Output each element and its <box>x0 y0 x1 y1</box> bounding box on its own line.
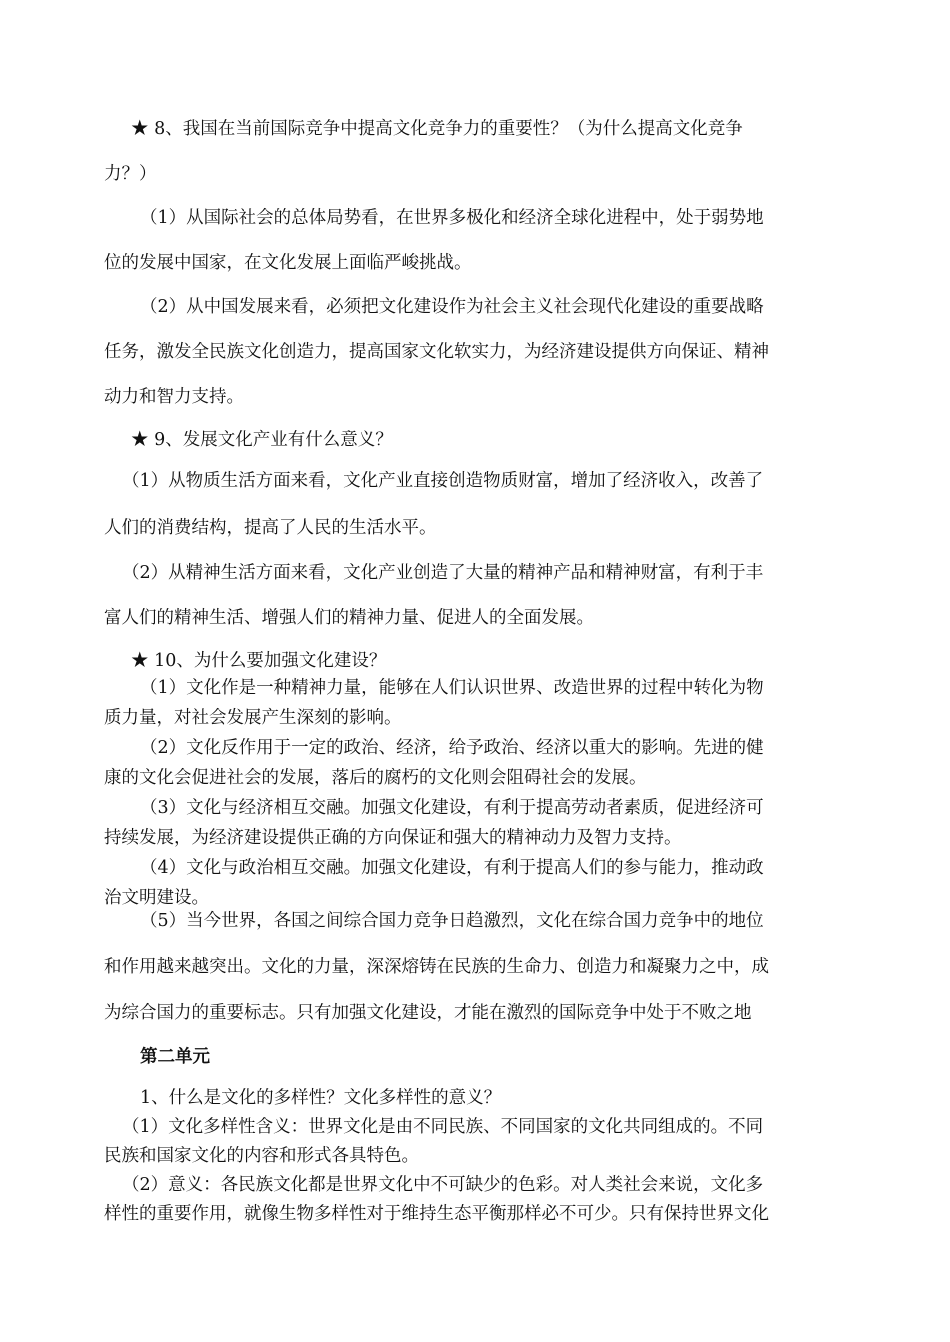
paragraph-line: （2）文化反作用于一定的政治、经济，给予政治、经济以重大的影响。先进的健 <box>140 738 764 758</box>
paragraph-line: （2）从精神生活方面来看，文化产业创造了大量的精神产品和精神财富，有利于丰 <box>122 563 764 583</box>
question-8-heading-cont: 力？） <box>104 164 157 184</box>
paragraph-line: （1）文化多样性含义：世界文化是由不同民族、不同国家的文化共同组成的。不同 <box>122 1117 764 1137</box>
paragraph-line: 和作用越来越突出。文化的力量，深深熔铸在民族的生命力、创造力和凝聚力之中，成 <box>104 957 769 977</box>
unit-2-heading: 第二单元 <box>140 1047 210 1067</box>
paragraph-line: 位的发展中国家，在文化发展上面临严峻挑战。 <box>104 253 472 273</box>
unit-2-question-1: 1、什么是文化的多样性？文化多样性的意义？ <box>140 1088 502 1108</box>
paragraph-line: （1）从国际社会的总体局势看，在世界多极化和经济全球化进程中，处于弱势地 <box>140 208 764 228</box>
paragraph-line: 民族和国家文化的内容和形式各具特色。 <box>104 1146 419 1166</box>
paragraph-line: 为综合国力的重要标志。只有加强文化建设，才能在激烈的国际竞争中处于不败之地 <box>104 1003 752 1023</box>
paragraph-line: 任务，激发全民族文化创造力，提高国家文化软实力，为经济建设提供方向保证、精神 <box>104 342 769 362</box>
paragraph-line: （1）文化作是一种精神力量，能够在人们认识世界、改造世界的过程中转化为物 <box>140 678 764 698</box>
paragraph-line: 持续发展，为经济建设提供正确的方向保证和强大的精神动力及智力支持。 <box>104 828 682 848</box>
question-8-heading: ★ 8、我国在当前国际竞争中提高文化竞争力的重要性？（为什么提高文化竞争 <box>131 119 743 139</box>
paragraph-line: 动力和智力支持。 <box>104 387 244 407</box>
paragraph-line: （1）从物质生活方面来看，文化产业直接创造物质财富，增加了经济收入，改善了 <box>122 471 764 491</box>
paragraph-line: 质力量，对社会发展产生深刻的影响。 <box>104 708 402 728</box>
question-10-heading: ★ 10、为什么要加强文化建设？ <box>131 651 387 671</box>
paragraph-line: （3）文化与经济相互交融。加强文化建设，有利于提高劳动者素质，促进经济可 <box>140 798 764 818</box>
paragraph-line: 人们的消费结构，提高了人民的生活水平。 <box>104 518 437 538</box>
paragraph-line: （2）从中国发展来看，必须把文化建设作为社会主义社会现代化建设的重要战略 <box>140 297 764 317</box>
paragraph-line: 样性的重要作用，就像生物多样性对于维持生态平衡那样必不可少。只有保持世界文化 <box>104 1204 769 1224</box>
paragraph-line: 富人们的精神生活、增强人们的精神力量、促进人的全面发展。 <box>104 608 594 628</box>
paragraph-line: （5）当今世界，各国之间综合国力竞争日趋激烈，文化在综合国力竞争中的地位 <box>140 911 764 931</box>
paragraph-line: 治文明建设。 <box>104 888 209 908</box>
paragraph-line: 康的文化会促进社会的发展，落后的腐朽的文化则会阻碍社会的发展。 <box>104 768 647 788</box>
paragraph-line: （4）文化与政治相互交融。加强文化建设，有利于提高人们的参与能力，推动政 <box>140 858 764 878</box>
question-9-heading: ★ 9、发展文化产业有什么意义？ <box>131 430 393 450</box>
paragraph-line: （2）意义：各民族文化都是世界文化中不可缺少的色彩。对人类社会来说，文化多 <box>122 1175 764 1195</box>
